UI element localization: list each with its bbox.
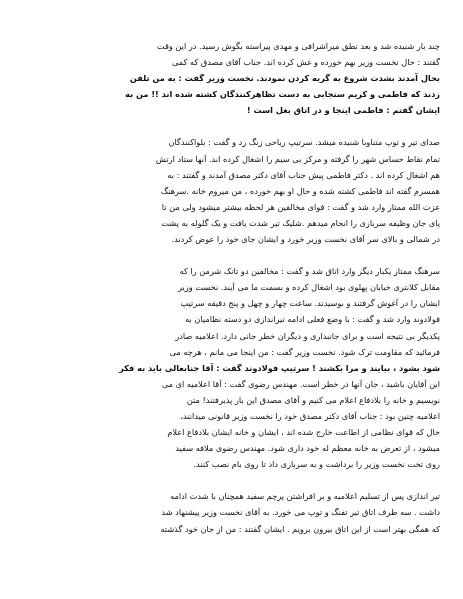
text-line: تمام نقاط حساس شهر را گرفته و مرکز بی سیم را اشغال کرده اند. آنها ستاد ارتش — [155, 153, 440, 164]
text-line: میشود ، از تعرض به خانه معظم له خود داری شود. مهندس رضوی ملافه سفید — [175, 443, 440, 454]
text-line: روی تخت نخست وزیر را برداشت و به سربازی داد تا روی بام نصب کنند. — [193, 459, 440, 470]
text-line: مقابل کلانتری خیابان پهلوی بود اشغال کرده و بسمت ما می آیند. نخست وزیر — [178, 282, 440, 293]
text-line: پای جان وظیفه سربازی را انجام میدهم .شلیک تیر شدت یافت و یک گلوله به پشت — [161, 217, 440, 228]
text-line-bold: بحال آمدند بشدت شروع به گریه کردن نمودند. نخست وزیر گفت : به من تلفن — [129, 73, 440, 84]
text-line: فرمائید که مقاومت ترک شود. نخست وزیر گفت : من اینجا می مانم ، هرچه می — [169, 346, 440, 357]
text-line-bold: شود بشود ، بیایند و مرا بکشند ! سرتیپ فولادوند گفت : آقا جنابعالی باید به فکر — [119, 362, 440, 373]
paragraph-4 — [21, 488, 440, 536]
paragraph-2 — [21, 134, 440, 247]
paragraph-1 — [21, 38, 440, 118]
text-line: داشت . سه طرف اتاق تیر تفنگ و توپ می خورد. به آقای نخست وزیر پیشنهاد شد — [161, 507, 440, 518]
text-line: نویسیم و خانه را بلادفاع اعلام می کنیم و آقای مصدق این بار پذیرفتند! متن — [186, 394, 440, 405]
text-line: حال که قوای نظامی از اطاعت خارج شده اند ، ایشان و خانه ایشان بلادفاع اعلام — [167, 427, 440, 438]
text-line: اعلامیه چنین بود : جناب آقای دکتر مصدق خود را نخست وزیر قانونی میدانند، — [180, 410, 440, 421]
text-line: ایشان را در آغوش گرفتند و بوسیدند. ساعت چهار و چهل و پنج دقیقه سرتیپ — [180, 298, 440, 309]
text-line-bold: ایشان گفتم : فاطمی اینجا و در اتاق بغل است ! — [246, 105, 440, 116]
text-line: سرهنگ ممتاز یکبار دیگر وارد اتاق شد و گفت : مخالفین دو تانک شرمن را که — [179, 266, 440, 277]
text-line: گفتند : حال نخست وزیر بهم خورده و غش کرده اند. جناب آقای مصدق که کمی — [171, 57, 440, 68]
text-line: صدای تیر و توپ متناوبا شنیده میشد. سرتیپ ریاحی زنگ زد و گفت : بلواکنندگان — [168, 137, 440, 148]
text-line: یکدیگر بی نتیجه است و برای جانبداری و دیگران خطر جانی دارد. اعلامیه صادر — [175, 330, 440, 341]
text-line: چند بار شنیده شد و بعد نطق میراشرافی و مهدی پیراسته بگوش رسید. در این وقت — [156, 41, 440, 51]
text-line: فولادوند وارد شد و گفت : با وضع فعلی ادامه تیراندازی دو دسته نظامیان به — [185, 314, 440, 325]
text-line: همسرم گفته اند فاطمی کشته شده و حال او بهم خورده ، من میروم خانه .سرهنگ — [160, 185, 440, 196]
text-line: که همگی بهتر است از این اتاق بیرون برویم . ایشان گفتند : من از جان خود گذشته — [160, 523, 440, 534]
text-line-bold: زدند که فاطمی و کریم سنجابی به دست تظاهرکنندگان کشته شده اند !! من به — [125, 89, 440, 100]
paragraph-3 — [21, 263, 440, 472]
text-line: عزت الله ممتاز وارد شد و گفت : قوای مخالفین هر لحظه بیشتر میشود ولی من تا — [161, 201, 440, 212]
text-line: هم اشغال کرده اند . دکتر فاطمی پیش جناب آقای دکتر مصدق آمدند و گفتند : به — [167, 169, 440, 180]
text-line: این آقایان باشید ، جان آنها در خطر است. مهندس رضوی گفت : آقا اعلامیه ای می — [161, 378, 440, 389]
text-line: در شمالی و بالای سر آقای نخست وزیر خورد و ایشان جای خود را عوض کردند. — [171, 234, 440, 245]
text-line: تیر اندازی پس از تسلیم اعلامیه و بر افراشتن پرچم سفید همچنان با شدت ادامه — [170, 491, 440, 502]
